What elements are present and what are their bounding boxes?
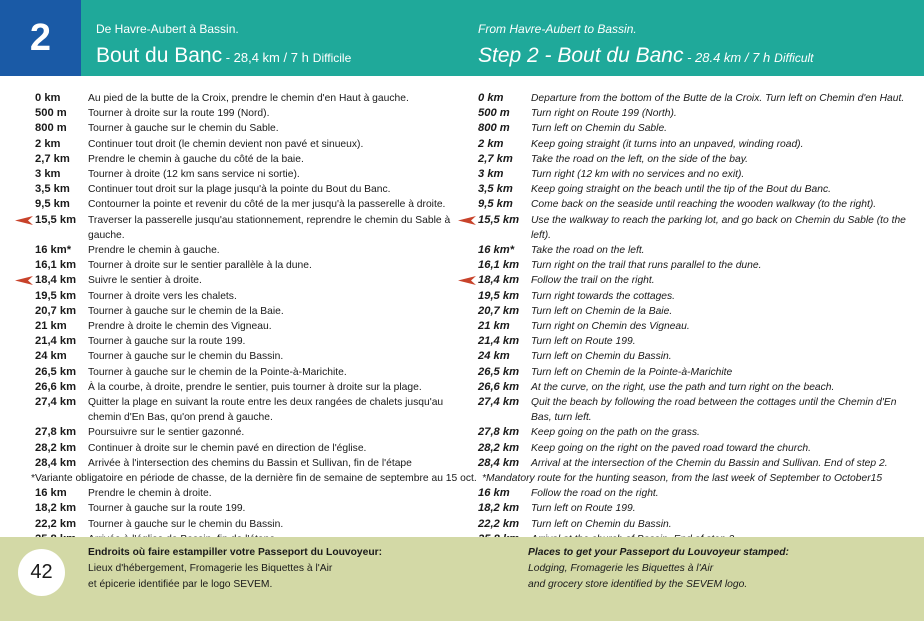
direction-text: Continuer tout droit (le chemin devient non pavé et sinueux). xyxy=(88,138,364,150)
route-step-row xyxy=(478,441,908,456)
route-step-row xyxy=(35,349,465,364)
distance-label: 2 km xyxy=(478,137,504,150)
route-step-row xyxy=(35,106,465,121)
route-step-row xyxy=(478,425,908,440)
direction-text: Turn right on the trail that runs parallel to the dune. xyxy=(531,260,762,272)
distance-label: 15,5 km xyxy=(478,213,520,226)
distance-label: 24 km xyxy=(35,350,67,363)
route-step-row xyxy=(35,441,465,456)
route-step-row xyxy=(35,501,465,516)
route-step-row xyxy=(35,197,465,212)
trail-flag-icon xyxy=(458,276,476,285)
direction-text: Turn right towards the cottages. xyxy=(531,290,676,302)
distance-label: 800 m xyxy=(478,122,510,135)
route-step-row xyxy=(35,243,465,258)
footer-english xyxy=(528,545,789,593)
route-step-row xyxy=(35,121,465,136)
direction-text: Turn right (12 km with no services and no exit). xyxy=(531,169,745,181)
route-step-row xyxy=(478,486,908,501)
direction-text: Turn left on Chemin du Bassin. xyxy=(531,351,672,363)
direction-text: Tourner à gauche sur le chemin du Bassin. xyxy=(88,351,284,363)
distance-label: 27,8 km xyxy=(478,426,520,439)
route-step-row xyxy=(478,334,908,349)
distance-label: 9,5 km xyxy=(478,198,513,211)
route-step-row xyxy=(35,137,465,152)
distance-label: 28,4 km xyxy=(478,456,520,469)
fr-stamp-line-1: Lieux d'hébergement, Fromagerie les Biquettes à l'Air xyxy=(88,563,333,574)
direction-text: Tourner à droite sur le sentier parallèle à la dune. xyxy=(88,260,312,272)
distance-label: 18,2 km xyxy=(478,502,520,515)
fr-subtitle: De Havre-Aubert à Bassin. xyxy=(96,22,239,36)
route-step-row xyxy=(35,167,465,182)
direction-text: Keep going straight (it turns into an unpaved, winding road). xyxy=(531,138,804,150)
direction-text: Take the road on the left, on the side of the bay. xyxy=(531,153,748,165)
route-step-row xyxy=(478,167,908,182)
direction-text: Tourner à gauche sur le chemin du Sable. xyxy=(88,123,279,135)
distance-label: 18,4 km xyxy=(478,274,520,287)
distance-label: 16,1 km xyxy=(478,259,520,272)
distance-label: 2,7 km xyxy=(35,152,70,165)
route-step-row xyxy=(35,182,465,197)
distance-label: 26,5 km xyxy=(35,365,77,378)
distance-label: 20,7 km xyxy=(35,304,77,317)
direction-text: Turn right on Chemin des Vigneau. xyxy=(531,321,690,333)
route-step-row xyxy=(35,304,465,319)
fr-difficulty: Difficile xyxy=(312,51,352,65)
direction-text: Tourner à droite sur la route 199 (Nord). xyxy=(88,108,270,120)
distance-label: 19,5 km xyxy=(35,289,77,302)
distance-label: 0 km xyxy=(478,92,504,104)
direction-text: Tourner à gauche sur le chemin du Bassin. xyxy=(88,518,284,530)
distance-label: 0 km xyxy=(35,92,61,104)
step-number-badge: 2 xyxy=(0,0,81,76)
route-step-row xyxy=(478,106,908,121)
direction-text: Quitter la plage en suivant la route entre les deux rangées de chalets jusqu'au chemin d'En Bas, qu'on prend à gauche. xyxy=(88,397,444,424)
distance-label: 3 km xyxy=(478,168,504,181)
route-step-row xyxy=(478,121,908,136)
direction-text: Turn left on Chemin de la Pointe-à-Marichite xyxy=(531,366,733,378)
route-step-row xyxy=(35,152,465,167)
route-step-row xyxy=(35,334,465,349)
en-title-line xyxy=(478,44,814,68)
route-step-row xyxy=(478,152,908,167)
distance-label: 21,4 km xyxy=(35,335,77,348)
trail-flag-icon xyxy=(15,276,33,285)
direction-text: À la courbe, à droite, prendre le sentier, puis tourner à droite sur la plage. xyxy=(88,381,422,393)
route-step-row xyxy=(478,319,908,334)
distance-label: 16 km xyxy=(35,487,67,500)
route-step-row xyxy=(478,213,908,243)
direction-text: Keep going straight on the beach until the tip of the Bout du Banc. xyxy=(531,184,831,196)
distance-label: 18,4 km xyxy=(35,274,77,287)
hunting-season-note: *Variante obligatoire en période de chasse, de la dernière fin de semaine de septembre au 15 oct. xyxy=(31,473,477,485)
direction-text: At the curve, on the right, use the path and turn right on the beach. xyxy=(531,381,835,393)
direction-text: Continuer tout droit sur la plage jusqu'à la pointe du Bout du Banc. xyxy=(88,184,391,196)
distance-label: 28,2 km xyxy=(478,441,520,454)
direction-text: Turn left on Chemin du Bassin. xyxy=(531,518,672,530)
distance-label: 28,4 km xyxy=(35,456,77,469)
distance-label: 800 m xyxy=(35,122,67,135)
direction-text: Tourner à gauche sur le chemin de la Pointe-à-Marichite. xyxy=(88,366,347,378)
route-step-row xyxy=(35,365,465,380)
distance-label: 26,6 km xyxy=(35,380,77,393)
route-step-row xyxy=(478,501,908,516)
route-step-row xyxy=(478,517,908,532)
route-step-row xyxy=(35,258,465,273)
direction-text: Turn left on Chemin du Sable. xyxy=(531,123,668,135)
route-step-row xyxy=(35,456,465,471)
en-stamp-line-1: Lodging, Fromagerie les Biquettes à l'Air xyxy=(528,563,714,574)
fr-title: Bout du Banc xyxy=(96,44,223,67)
distance-label: 9,5 km xyxy=(35,198,70,211)
direction-text: Take the road on the left. xyxy=(531,245,645,257)
route-step-row xyxy=(478,137,908,152)
direction-text: Follow the trail on the right. xyxy=(531,275,655,287)
distance-label: 18,2 km xyxy=(35,502,77,515)
route-step-row xyxy=(478,182,908,197)
french-route-list xyxy=(31,91,477,547)
route-step-row xyxy=(478,456,908,471)
distance-label: 500 m xyxy=(478,107,510,120)
route-step-row xyxy=(478,349,908,364)
distance-label: 3,5 km xyxy=(478,183,513,196)
fr-stamp-title: Endroits où faire estampiller votre Passeport du Louvoyeur: xyxy=(88,547,383,558)
distance-label: 16 km* xyxy=(35,244,72,257)
distance-label: 20,7 km xyxy=(478,304,520,317)
trail-flag-icon xyxy=(15,216,33,225)
distance-label: 27,8 km xyxy=(35,426,77,439)
route-step-row xyxy=(478,258,908,273)
direction-text: Departure from the bottom of the Butte de la Croix. Turn left on Chemin d'en Haut. xyxy=(531,93,905,104)
en-title: Step 2 - Bout du Banc xyxy=(478,44,684,67)
trail-flag-icon xyxy=(458,216,476,225)
direction-text: Turn left on Chemin de la Baie. xyxy=(531,305,673,317)
en-stats: - 28.4 km / 7 h xyxy=(683,50,771,65)
route-step-row xyxy=(478,395,908,425)
distance-label: 19,5 km xyxy=(478,289,520,302)
direction-text: Tourner à gauche sur la route 199. xyxy=(88,503,246,515)
direction-text: Prendre le chemin à gauche du côté de la baie. xyxy=(88,153,304,165)
page-number: 42 xyxy=(18,549,65,596)
direction-text: Contourner la pointe et revenir du côté de la mer jusqu'à la passerelle à droite. xyxy=(88,199,446,211)
distance-label: 3 km xyxy=(35,168,61,181)
direction-text: Traverser la passerelle jusqu'au stationnement, reprendre le chemin du Sable à gauche. xyxy=(88,214,451,241)
distance-label: 26,6 km xyxy=(478,380,520,393)
direction-text: Follow the road on the right. xyxy=(531,488,659,500)
route-step-row xyxy=(478,243,908,258)
route-step-row xyxy=(35,517,465,532)
direction-text: Arrivée à l'intersection des chemins du Bassin et Sullivan, fin de l'étape xyxy=(88,457,412,469)
direction-text: Turn left on Route 199. xyxy=(531,336,636,348)
route-step-row xyxy=(35,91,465,106)
direction-text: Prendre à droite le chemin des Vigneau. xyxy=(88,321,272,333)
route-step-row xyxy=(35,213,465,243)
route-step-row xyxy=(478,304,908,319)
distance-label: 500 m xyxy=(35,107,67,120)
route-step-row xyxy=(35,395,465,425)
route-step-row xyxy=(35,319,465,334)
fr-stamp-line-2: et épicerie identifiée par le logo SEVEM. xyxy=(88,579,273,590)
en-subtitle: From Havre-Aubert to Bassin. xyxy=(478,22,637,36)
direction-text: Tourner à droite vers les chalets. xyxy=(88,290,237,302)
distance-label: 2 km xyxy=(35,137,61,150)
distance-label: 16 km* xyxy=(478,244,515,257)
route-step-row xyxy=(35,486,465,501)
distance-label: 26,5 km xyxy=(478,365,520,378)
hunting-season-note: *Mandatory route for the hunting season, from the last week of September to October15 xyxy=(482,473,883,485)
route-step-row xyxy=(478,289,908,304)
distance-label: 16,1 km xyxy=(35,259,77,272)
distance-label: 21 km xyxy=(35,320,67,333)
footer-french xyxy=(88,545,382,593)
distance-label: 15,5 km xyxy=(35,213,77,226)
route-step-row xyxy=(478,365,908,380)
direction-text: Keep going on the path on the grass. xyxy=(531,427,700,439)
en-stamp-title: Places to get your Passeport du Louvoyeur stamped: xyxy=(528,547,789,558)
route-step-row xyxy=(35,425,465,440)
distance-label: 27,4 km xyxy=(478,396,520,409)
fr-stats: - 28,4 km / 7 h xyxy=(222,50,309,65)
distance-label: 28,2 km xyxy=(35,441,77,454)
direction-text: Tourner à gauche sur la route 199. xyxy=(88,336,246,348)
direction-text: Tourner à gauche sur le chemin de la Baie. xyxy=(88,305,284,317)
en-stamp-line-2: and grocery store identified by the SEVEM logo. xyxy=(528,579,748,590)
route-step-row xyxy=(35,273,465,288)
direction-text: Prendre le chemin à droite. xyxy=(88,488,212,500)
english-route-list xyxy=(478,91,908,547)
route-step-row xyxy=(35,289,465,304)
distance-label: 2,7 km xyxy=(478,152,513,165)
route-step-row xyxy=(35,380,465,395)
distance-label: 21,4 km xyxy=(478,335,520,348)
route-step-row xyxy=(478,91,908,106)
en-difficulty: Difficult xyxy=(774,51,814,65)
route-step-row xyxy=(478,380,908,395)
distance-label: 22,2 km xyxy=(35,517,77,530)
distance-label: 27,4 km xyxy=(35,396,77,409)
distance-label: 16 km xyxy=(478,487,510,500)
direction-text: Suivre le sentier à droite. xyxy=(88,275,202,287)
direction-text: Turn left on Route 199. xyxy=(531,503,636,515)
distance-label: 22,2 km xyxy=(478,517,520,530)
distance-label: 21 km xyxy=(478,320,510,333)
route-step-row xyxy=(478,273,908,288)
distance-label: 24 km xyxy=(478,350,510,363)
fr-title-line xyxy=(96,44,351,68)
route-step-row xyxy=(478,197,908,212)
direction-text: Keep going on the right on the paved road toward the church. xyxy=(531,442,811,454)
distance-label: 3,5 km xyxy=(35,183,70,196)
direction-text: Turn right on Route 199 (North). xyxy=(531,108,677,120)
direction-text: Poursuivre sur le sentier gazonné. xyxy=(88,427,245,439)
direction-text: Arrival at the intersection of the Chemin du Bassin and Sullivan. End of step 2. xyxy=(531,457,888,469)
direction-text: Tourner à droite (12 km sans service ni sortie). xyxy=(88,169,300,181)
direction-text: Use the walkway to reach the parking lot, and go back on Chemin du Sable (to the left). xyxy=(531,214,906,241)
direction-text: Quit the beach by following the road between the cottages until the Chemin d'En Bas, turn left. xyxy=(531,397,897,424)
direction-text: Continuer à droite sur le chemin pavé en direction de l'église. xyxy=(88,442,367,454)
direction-text: Come back on the seaside until reaching the wooden walkway (to the right). xyxy=(531,199,877,211)
direction-text: Prendre le chemin à gauche. xyxy=(88,245,220,257)
direction-text: Au pied de la butte de la Croix, prendre le chemin d'en Haut à gauche. xyxy=(88,93,409,104)
